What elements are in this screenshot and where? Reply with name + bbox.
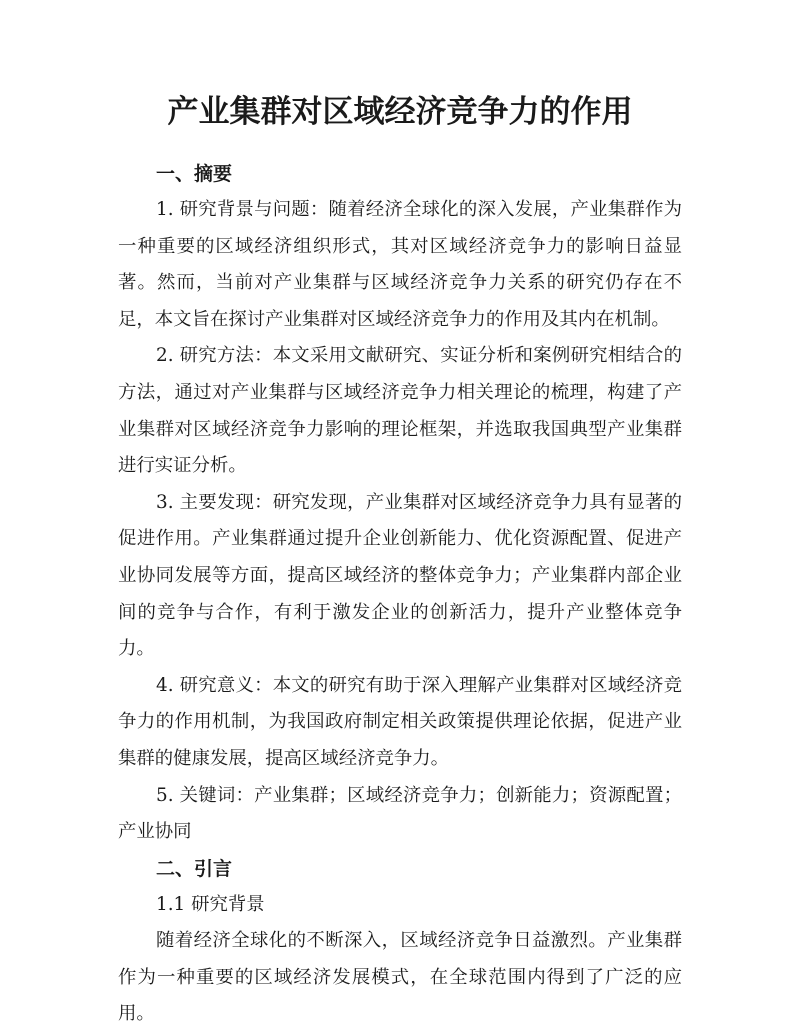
section-heading-abstract: 一、摘要 xyxy=(156,163,233,185)
section-heading-introduction: 二、引言 xyxy=(156,857,233,880)
introduction-paragraph: 随着经济全球化的不断深入，区域经济竞争日益激烈。产业集群作为一种重要的区域经济发展模式，在全球范围内得到了广泛的应用。 xyxy=(118,930,682,1025)
document-page xyxy=(118,88,682,1033)
abstract-paragraph-keywords: 5. 关键词：产业集群；区域经济竞争力；创新能力；资源配置；产业协同 xyxy=(118,784,682,843)
abstract-paragraph-significance: 4. 研究意义：本文的研究有助于深入理解产业集群对区域经济竞争力的作用机制，为我国政府制定相关政策提供理论依据，促进产业集群的健康发展，提高区域经济竞争力。 xyxy=(118,674,682,769)
abstract-paragraph-methods: 2. 研究方法：本文采用文献研究、实证分析和案例研究相结合的方法，通过对产业集群与区域经济竞争力相关理论的梳理，构建了产业集群对区域经济竞争力影响的理论框架，并选取我国典型产业集群进行实证分析。 xyxy=(118,345,682,477)
abstract-paragraph-findings: 3. 主要发现：研究发现，产业集群对区域经济竞争力具有显著的促进作用。产业集群通过提升企业创新能力、优化资源配置、促进产业协同发展等方面，提高区域经济的整体竞争力；产业集群内部企业间的竞争与合作，有利于激发企业的创新活力，提升产业整体竞争力。 xyxy=(118,491,682,660)
subsection-heading-background: 1.1 研究背景 xyxy=(156,893,265,915)
document-title: 产业集群对区域经济竞争力的作用 xyxy=(167,94,633,130)
abstract-paragraph-background: 1. 研究背景与问题：随着经济全球化的深入发展，产业集群作为一种重要的区域经济组织形式，其对区域经济竞争力的影响日益显著。然而，当前对产业集群与区域经济竞争力关系的研究仍存在不足，本文旨在探讨产业集群对区域经济竞争力的作用及其内在机制。 xyxy=(118,199,682,330)
